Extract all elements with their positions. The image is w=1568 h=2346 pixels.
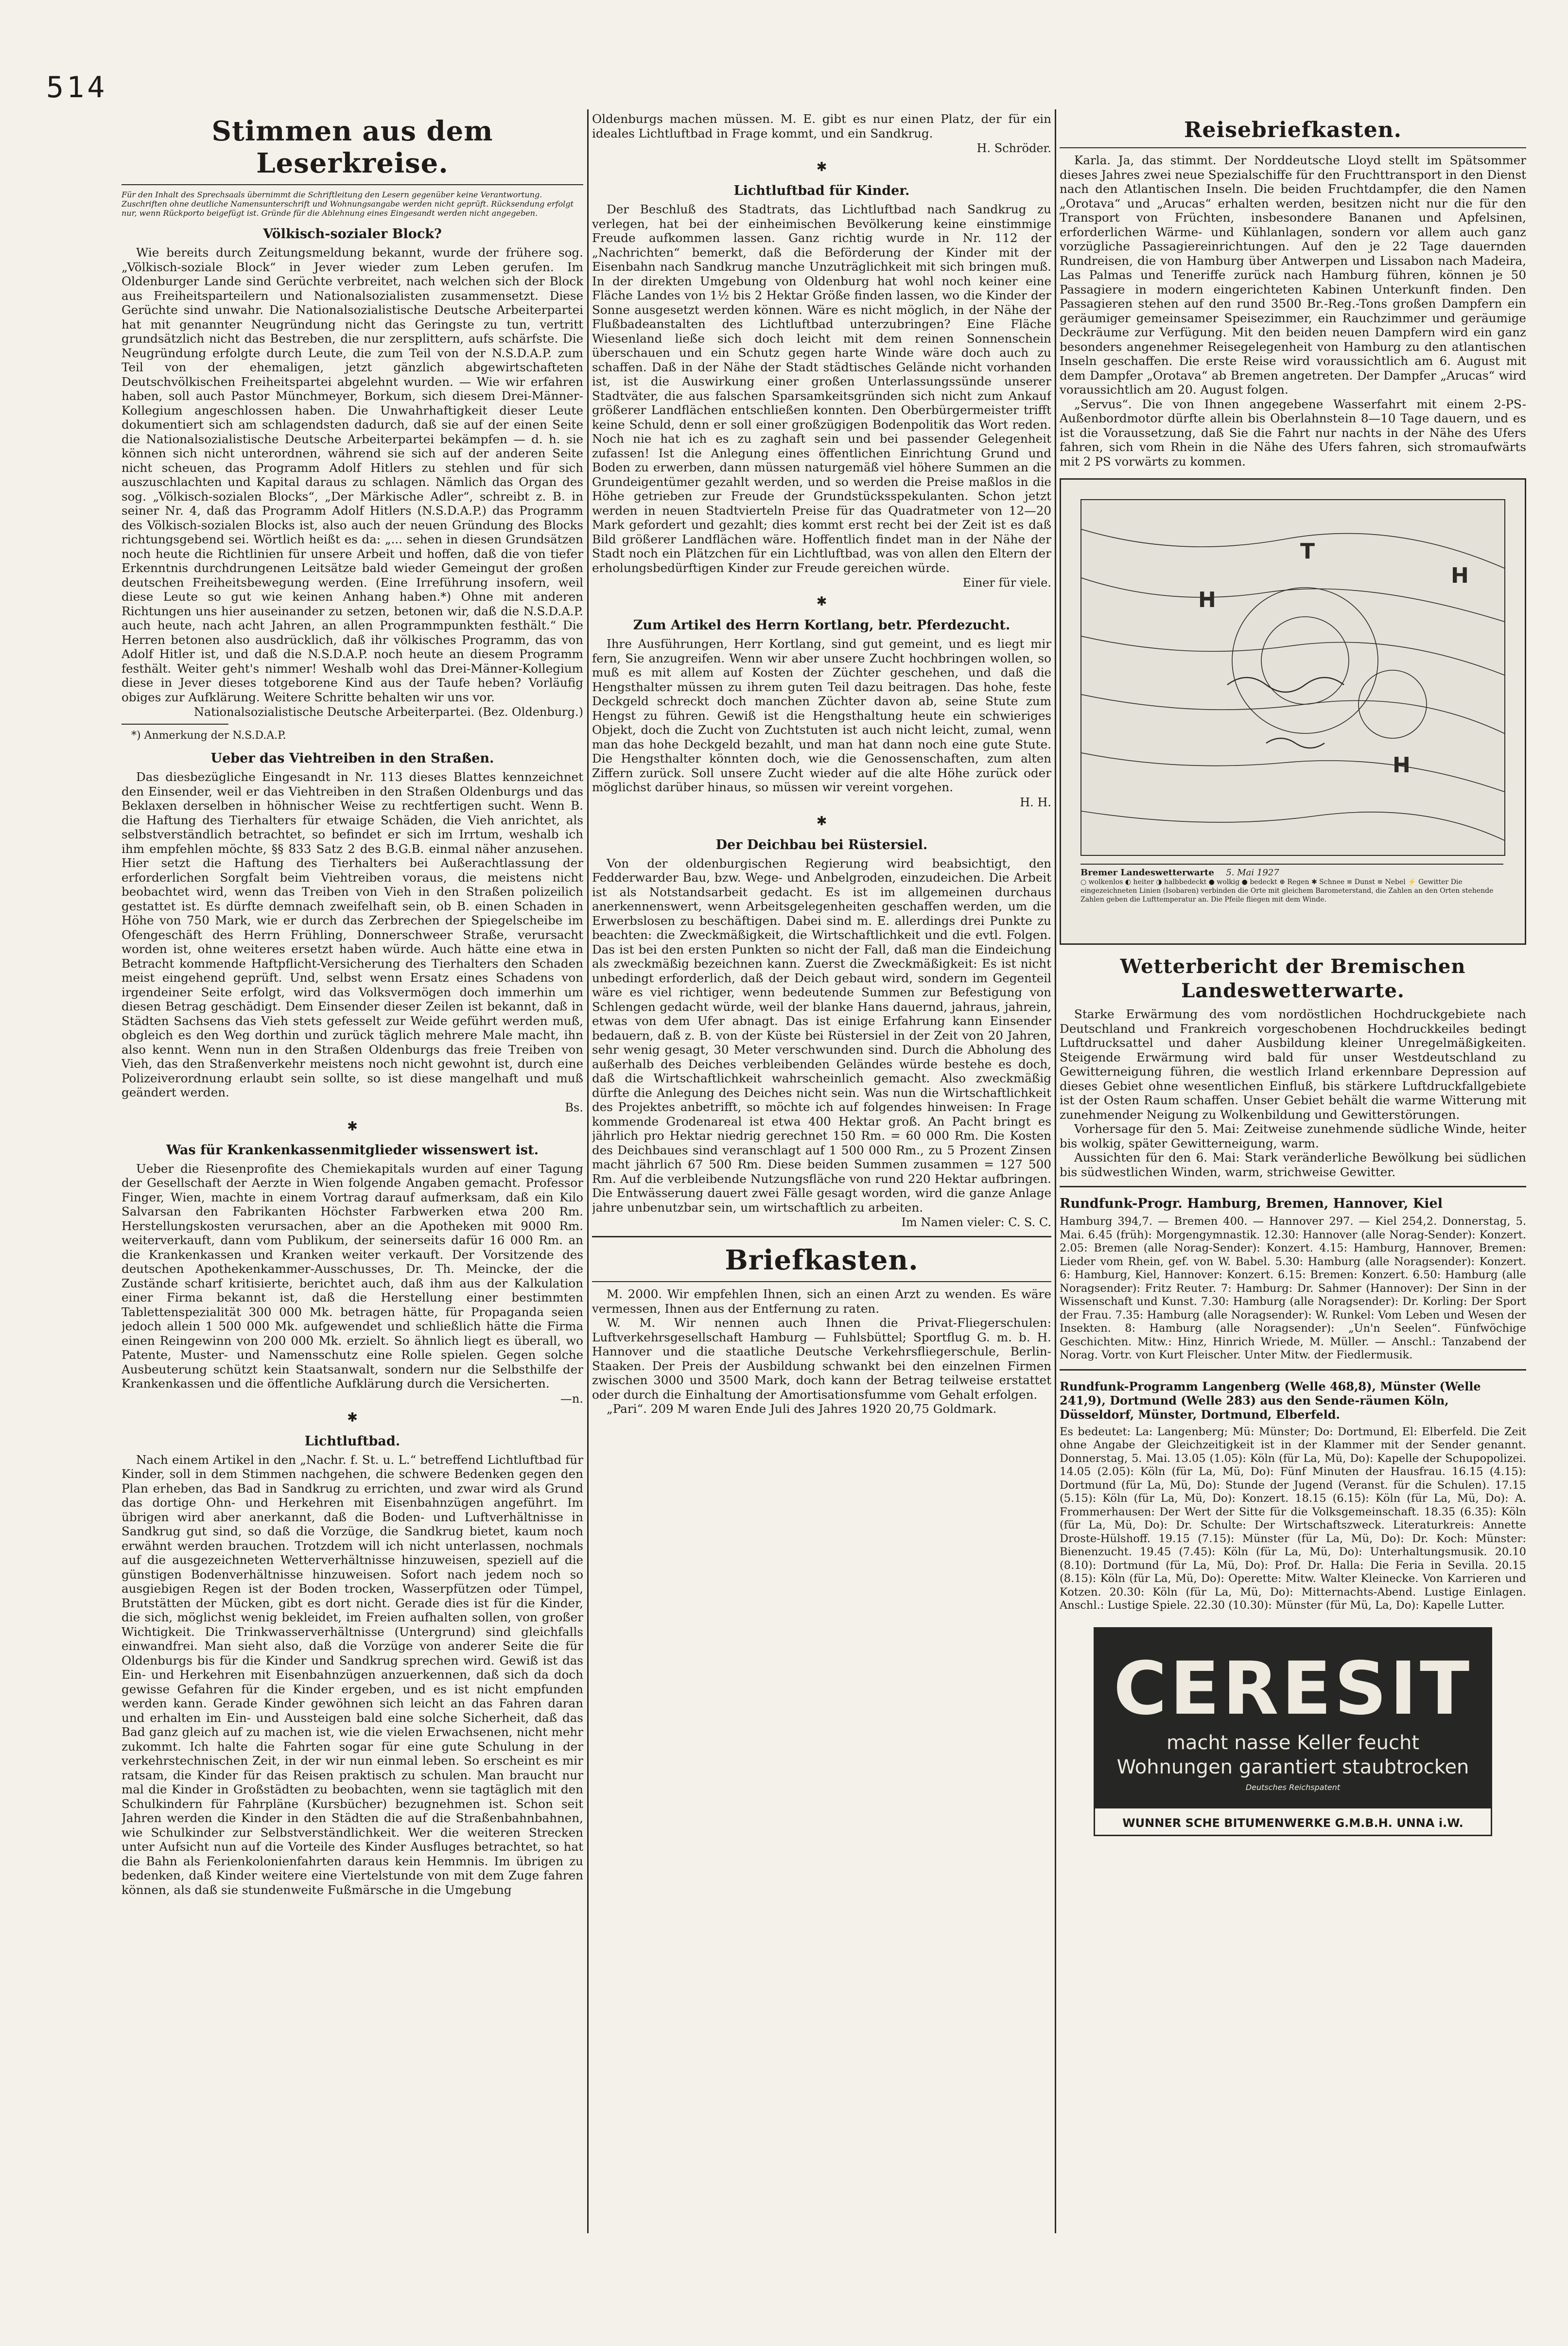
radio-title: Rundfunk-Programm Langenberg (Welle 468,8), Münster (Welle 241,9), Dortmund (Welle 283) aus den Sende-räumen Köln, Düsseldorf, Münster, Dortmund, Elberfeld. — [1060, 1379, 1481, 1422]
ad-brand: CERESIT — [1113, 1646, 1473, 1731]
article-signature: H. Schröder. — [976, 141, 1051, 155]
map-label-h: H — [1198, 588, 1216, 612]
column-rule — [587, 109, 589, 2233]
radio-text: Es bedeutet: La: Langenberg; Mü: Münster; Do: Dortmund, El: Elberfeld. Die Zeit ohne Angabe der Gleichzeitigkeit ist in der Klammer mit der Sender genannt. Donnerstag, 5. Mai. 13.05 (1.05): Köln (für La, Mü, Do): Kapelle der Schupopolizei. 14.05 (2.05): Köln (für La, Mü, Do): Fünf Minuten der Hausfrau. 16.15 (4.15): Dortmund (für La, Mü, Do): Stunde der Jugend (Veranst. für die Schulen). 17.15 (5.15): Köln (für La, Mü, Do): Konzert. 18.15 (6.15): Köln (für La, Mü, Do): A. Frommerhausen: Der Wert der Sitte für die Volksgemeinschaft. 18.35 (6.35): Köln (für La, Mü, Do): Dr. Schulte: Der Wirtschaftszweck. Literaturkreis: Annette Droste-Hülshoff. 19.15 (7.15): Münster (für La, Mü, Do): Dr. Koch: Münster: Bienenzucht. 19.45 (7.45): Köln (für La, Mü, Do): Unterhaltungsmusik. 20.10 (8.10): Dortmund (für La, Mü, Do): Prof. Dr. Halla: Die Feria in Sevilla. 20.15 (8.15): Köln (für La, Mü, Do): Operette: Mitw. Walter Kleinecke. Von Karrieren und Kotzen. 20.30: Köln (für La, Mü, Do): Mitternachts-Abend. Lustige Einlagen. Anschl.: Lustige Spiele. 22.30 (10.30): Münster (für Mü, La, Do): Kapelle Lutter. — [1060, 1425, 1526, 1612]
separator-star: ✱ — [816, 594, 827, 609]
ad-line: Wohnungen garantiert staubtrocken — [1116, 1755, 1469, 1778]
section-title: Stimmen aus dem Leserkreise. — [211, 115, 493, 179]
divider — [1060, 1369, 1526, 1371]
article-heading: Lichtluftbad für Kinder. — [733, 183, 910, 198]
article-heading: Der Deichbau bei Rüstersiel. — [715, 837, 928, 852]
divider — [122, 724, 228, 725]
article-signature: Nationalsozialistische Deutsche Arbeiterpartei. (Bez. Oldenburg.) — [194, 705, 583, 719]
weather-map-legend — [1080, 864, 1503, 927]
weather-map-chart — [1080, 499, 1505, 856]
article-heading: Lichtluftbad. — [304, 1433, 401, 1449]
map-title: Bremer Landeswetterwarte — [1080, 868, 1214, 878]
article-text: Das diesbezügliche Eingesandt in Nr. 113 dieses Blattes kennzeichnet den Einsender, weil er das Viehtreiben in den Straßen Oldenburgs und das Beklaxen derselben in höhnischer Weise zu rechtfertigen sucht. Wenn B. die Haftung des Tierhalters für etwaige Schäden, die Vieh anrichtet, als selbstverständlich betrachtet, so befindet er sich im Irrtum, weshalb ich ihm empfehlen möchte, §§ 833 Satz 2 des B.G.B. einmal näher anzusehen. Hier setzt die Haftung des Tierhalters bei Außerachtlassung der erforderlichen Sorgfalt beim Viehtreiben voraus, die meistens nicht beobachtet wird, wenn das Treiben von Vieh in den Straßen polizeilich gestattet ist. Es dürfte demnach zweifelhaft sein, ob B. einen Schaden in Höhe von 750 Mark, wie er durch das Zerbrechen der Spiegelscheibe im Ofengeschäft des Herrn Frühling, Donnerschweer Straße, verursacht worden ist, ohne weiteres ersetzt haben würde. Auch hätte eine etwa in Betracht kommende Haftpflicht-Versicherung des Tierhalters den Schaden meist eingehend geprüft. Und, selbst wenn Ersatz eines Schadens von irgendeiner Seite erfolgt, wird das Volksvermögen doch immerhin um diesen Betrag geschädigt. Dem Einsender dieser Zeilen ist bekannt, daß in Städten Sachsens das Vieh stets gefesselt zur Weide geführt werden muß, obgleich es den Weg dorthin und zurück täglich mehrere Male macht, ihn also kennt. Wenn nun in den Straßen Oldenburgs das freie Treiben von Vieh, das den Straßenverkehr meistens noch nicht gewohnt ist, durch eine Polizeiverordnung erlaubt sein sollte, so ist diese mangelhaft und muß geändert werden. — [122, 770, 583, 1099]
divider — [1060, 147, 1526, 148]
article-text: Der Beschluß des Stadtrats, das Lichtluftbad nach Sandkrug zu verlegen, hat bei der einheimischen Bevölkerung keine einstimmige Freude aufkommen lassen. Ganz richtig wurde in Nr. 112 der „Nachrichten“ bemerkt, daß die Beförderung der Kinder mit der Eisenbahn nach Sandkrug manche Unzuträglichkeit mit sich bringen muß. In der direkten Umgebung von Oldenburg hat wohl noch keiner eine Fläche Landes von 1½ bis 2 Hektar Größe finden lassen, wo die Kinder der Sonne ausgesetzt werden können. Wäre es nicht möglich, in der Nähe der Flußbadeanstalten des Lichtluftbad unterzubringen? Eine Fläche Wiesenland ließe sich doch leicht mit dem reinen Sonnenschein überschauen und ein Schutz gegen harte Winde wäre doch auch zu schaffen. Daß in der Nähe der Stadt städtisches Gelände nicht vorhanden ist, ist die Auswirkung einer großen Unterlassungssünde unserer Stadtväter, die aus falschen Sparsamkeitsgründen sich nicht zum Ankauf größerer Landflächen entschließen konnten. Den Oberbürgermeister trifft keine Schuld, denn er soll einer großzügigen Bodenpolitik das Wort reden. Noch nie hat ich es zu zaghaft sein und bei passender Gelegenheit zufassen! Ist die Anlegung eines öffentlichen Einrichtung Grund und Boden zu erwerben, dann müssen naturgemäß viel höhere Summen an die Grundeigentümer gezahlt werden, und so werden die Preise maßlos in die Höhe getrieben zur Freude der Grundstücksspekulanten. Schon jetzt werden in neuen Stadtvierteln Preise für das Quadratmeter von 12—20 Mark gefordert und gezahlt; dies kommt erst recht bei der Zeit ist es daß Bild größerer Landflächen wäre. Hoffentlich findet man in der Nähe der Stadt noch ein Plätzchen für ein Lichtluftbad, was von allen den Eltern der erholungsbedürftigen Kinder zur Freude gereichen würde. — [592, 202, 1051, 575]
article-text: Von der oldenburgischen Regierung wird beabsichtigt, den Fedderwarder Bau, bzw. Wege- und Anbelgroden, einzudeichen. Die Arbeit ist als Notstandsarbeit gedacht. Es ist im allgemeinen durchaus anerkennenswert, wenn Arbeitsgelegenheiten geschaffen werden, um die Erwerbslosen zu beschäftigen. Dabei sind m. E. allerdings drei Punkte zu beachten: die Zweckmäßigkeit, die Wirtschaftlichkeit und die evtl. Folgen. Das ist bei den ersten Punkten so nicht der Fall, daß man die Eindeichung als zweckmäßig bezeichnen kann. Zuerst die Zweckmäßigkeit: Es ist nicht unbedingt erforderlich, daß der Deich gebaut wird, sondern im Gegenteil wäre es viel richtiger, wenn bedeutende Summen zur Befestigung von Schlengen gedacht würde, weil der blanke Hans dauernd, jahraus, jahrein, etwas von dem Ufer abnagt. Das ist einige Erfahrung kann Einsender bedauern, daß z. B. von der Küste bei Rüstersiel in der Zeit von 20 Jahren, sehr wenig gesagt, 30 Meter verschwunden sind. Durch die Abholung des außerhalb des Deiches verbleibenden Geländes würde bestehe es doch, daß die Wirtschaftlichkeit wahrscheinlich gemacht. Also zweckmäßig dürfte die Anlegung des Deiches nicht sein. Was nun die Wirtschaftlichkeit des Projektes anbetrifft, so möchte ich auf folgendes hinweisen: In Frage kommende Grodenareal ist etwa 400 Hektar groß. An Pacht bringt es jährlich pro Hektar niedrig gerechnet 150 Rm. = 60 000 Rm. Die Kosten des Deichbaues sind veranschlagt auf 1 500 000 Rm., zu 5 Prozent Zinsen macht jährlich 67 500 Rm. Diese beiden Summen zusammen = 127 500 Rm. Auf die verbleibende Nutzungsfläche von rund 220 Hektar aufbringen. Die Entwässerung dauert zwei Fälle gesagt worden, wird die ganze Anlage jahre unbenutzbar sein, um wirtschaftlich zu arbeiten. — [592, 856, 1051, 1215]
isobar-map-graphic — [1081, 500, 1504, 855]
intro-note: Für den Inhalt des Sprechsaals übernimmt die Schriftleitung den Lesern gegenüber keine Verantwortung. Zuschriften ohne deutliche Namensunterschrift und Wohnungsangabe werden nicht geprüft. Rücksendung erfolgt nur, wenn Rückporto beigefügt ist. Gründe für die Ablehnung eines Eingesandt werden nicht angegeben. — [122, 190, 574, 218]
weather-forecast: Vorhersage für den 5. Mai: Zeitweise zunehmende südliche Winde, heiter bis wolkig, später Gewitterneigung, warm. — [1060, 1122, 1526, 1150]
footnote: *) Anmerkung der N.S.D.A.P. — [131, 730, 286, 742]
separator-star: ✱ — [347, 1410, 358, 1425]
radio-text: Hamburg 394,7. — Bremen 400. — Hannover 297. — Kiel 254,2. Donnerstag, 5. Mai. 6.45 (früh): Morgengymnastik. 12.30: Hannover (alle Norag-Sender): Konzert. 2.05: Bremen (alle Norag-Sender): Konzert. 4.15: Hamburg, Hannover, Bremen: Lieder vom Rhein, gef. von W. Babel. 5.30: Hamburg (alle Noragsender): Konzert. 6: Hamburg, Kiel, Hannover: Konzert. 6.15: Bremen: Konzert. 6.50: Hamburg (alle Noragsender): Fritz Reuter. 7: Hamburg: Dr. Sahmer (Hannover): Der Sinn in der Wissenschaft und Kunst. 7.30: Hamburg (alle Noragsender): Dr. Korling: Der Sport der Frau. 7.35: Hamburg (alle Noragsender): W. Runkel: Vom Leben und Wesen der Insekten. 8: Hamburg (alle Noragsender): „Un'n Seelen“. Fünfwöchige Geschichten. Mitw.: Hinz, Hinrich Wriede, M. Müller. — Anschl.: Tanzabend der Norag. Vortr. von Kurt Fleischer. Unter Mitw. der Fiedlermusik. — [1060, 1215, 1526, 1361]
article-signature: Einer für viele. — [962, 576, 1051, 590]
divider — [592, 1281, 1051, 1282]
map-label-h: H — [1393, 753, 1411, 778]
radio-program-langenberg — [1060, 1379, 1526, 1613]
weather-outlook: Aussichten für den 6. Mai: Stark veränderliche Bewölkung bei südlichen bis südwestlichen Winden, warm, strichweise Gewitter. — [1060, 1150, 1526, 1179]
separator-star: ✱ — [347, 1119, 358, 1134]
ad-line: macht nasse Keller feucht — [1167, 1731, 1419, 1754]
map-date: 5. Mai 1927 — [1226, 868, 1279, 878]
column-rule — [1055, 109, 1056, 2233]
column-1 — [122, 109, 583, 2185]
article-signature: —n. — [560, 1391, 583, 1406]
divider — [592, 1236, 1051, 1237]
article-heading: Was für Krankenkassenmitglieder wissenswert ist. — [166, 1142, 539, 1158]
weather-map — [1060, 478, 1526, 945]
article-text: Oldenburgs machen müssen. M. E. gibt es nur einen Platz, der für ein ideales Lichtluftbad in Frage kommt, und ein Sandkrug. — [592, 112, 1051, 140]
article-signature: H. H. — [1020, 795, 1051, 809]
article-text: Nach einem Artikel in den „Nachr. f. St. u. L.“ betreffend Lichtluftbad für Kinder, soll in dem Stimmen nachgehen, die schwere Bedenken gegen den Plan erheben, das Bad in Sandkrug zu errichten, und zwar wird als Grund das dortige Ohn- und Herkehren mit Eisenbahnzügen angeführt. Im übrigen wird aber anerkannt, daß die Boden- und Luftverhältnisse in Sandkrug gut sind, so daß die Vorzüge, die Sandkrug bietet, kaum noch erwähnt werden brauchen. Trotzdem will ich nicht unterlassen, nochmals auf die ausgezeichneten Wetterverhältnisse hinzuweisen, speziell auf die günstigen Bodenverhältnisse hinzuweisen. Sofort nach jedem noch so ausgiebigen Regen ist der Boden trocken, Wasserpfützen oder Tümpel, Brutstätten der Mücken, gibt es dort nicht. Gerade dies ist für die Kinder, die sich, möglichst wenig bekleidet, im Freien aufhalten sollen, von großer Wichtigkeit. Die Trinkwasserverhältnisse (Untergrund) sind gleichfalls einwandfrei. Man sieht also, daß die Vorzüge von anderer Seite die für Oldenburgs bis für die Kinder und Sandkrug sprechen wird. Gewiß ist das Ein- und Herkehren mit Eisenbahnzügen anzuerkennen, daß sich da doch gewisse Gefahren für die Kinder ergeben, und es ist nicht empfunden werden kann. Gerade Kinder gewöhnen sich leicht an das Fahren daran und erhalten im Ein- und Aussteigen bald eine solche Sicherheit, daß das Bad ganz gleich auf zu machen ist, wie die vielen Erwachsenen, nicht mehr zukommt. Ich halte die Fahrten sogar für eine gute Schulung in der verkehrstechnischen Zeit, in der wir nun einmal leben. So erscheint es mir ratsam, die Kinder für das Reisen praktisch zu schulen. Man braucht nur mal die Kinder in Großstädten zu beobachten, wenn sie tagtäglich mit den Schulkindern für Fahrpläne (Kursbücher) bezugnehmen ist. Schon seit Jahren werden die Kinder in den Städten die auf die Straßenbahnbahnen, wie Schulkinder zur Selbstverständlichkeit. Wer die weiteren Strecken unter Aufsicht nun auf die Vorteile des Kinder Ausfluges betrachtet, so hat die Bahn als Ferienkolonienfahrten daraus kein Hemmnis. Im übrigen zu bedenken, daß Kinder weitere eine Viertelstunde von mit dem Zuge fahren können, als daß sie stundenweite Fußmärsche in die Umgebung — [122, 1452, 583, 1897]
radio-title: Rundfunk-Progr. Hamburg, Bremen, Hannover, Kiel — [1060, 1196, 1443, 1211]
column-3 — [1060, 112, 1526, 2231]
separator-star: ✱ — [816, 814, 827, 829]
article-text: Wie bereits durch Zeitungsmeldung bekannt, wurde der frühere sog. „Völkisch-soziale Block“ in Jever wieder zum Leben gerufen. Im Oldenburger Lande sind Gerüchte verbreitet, nach welchen sich der Block aus Freiheitsparteilern und Nationalsozialisten zusammensetzt. Diese Gerüchte sind unwahr. Die Nationalsozialistische Deutsche Arbeiterpartei hat mit genannter Neugründung nicht das Geringste zu tun, vertritt grundsätzlich nicht das Bestreben, die nur zersplittern, aufs schärfste. Die Neugründung erfolgte durch Leute, die zum Teil von der N.S.D.A.P. zum Teil von der ehemaligen, jetzt gänzlich abgewirtschafteten Deutschvölkischen Freiheitspartei abgelehnt wurden. — Wie wir erfahren haben, soll auch Pastor Münchmeyer, Borkum, sich diesem Drei-Männer-Kollegium angeschlossen haben. Die Unwahrhaftigkeit dieser Leute dokumentiert sich am schlagendsten dadurch, daß sie auf der einen Seite die Nationalsozialistische Deutsche Arbeiterpartei bekämpfen — d. h. sie können sich nicht unterordnen, während sie sich auf der anderen Seite nicht scheuen, das Programm Adolf Hitlers zu stehlen und für sich auszuschlachten und Kapital daraus zu schlagen. Nämlich das Organ des sog. „Völkisch-sozialen Blocks“, „Der Märkische Adler“, schreibt z. B. in seiner Nr. 4, daß das Programm Adolf Hitlers (N.S.D.A.P.) das Programm des Völkisch-sozialen Blocks ist, also auch der neuen Gründung des Blocks richtungsgebend sei. Wörtlich heißt es da: „... sehen in diesen Grundsätzen noch heute die Richtlinien für unsere Arbeit und hoffen, daß die von tiefer Erkenntnis durchdrungenen Leitsätze bald wieder Gemeingut der großen deutschen Freiheitsbewegung werden. (Eine Irreführung insofern, weil diese Leute so gut wie keinen Anhang haben.*) Ohne mit anderen Richtungen uns hier auseinander zu setzen, betonen wir, daß die N.S.D.A.P. auch heute, nach acht Jahren, an allen Programmpunkten festhält.“ Die Herren betonen also ausdrücklich, daß ihr völkisches Programm, das von Adolf Hitler ist, und daß die N.S.D.A.P. noch heute an diesem Programm festhält. Weiter geht's nimmer! Weshalb wohl das Drei-Männer-Kollegium diese in Jever dieses totgeborene Kind aus der Taufe heben? Vorläufig obiges zur Aufklärung. Weitere Schritte behalten wir uns vor. — [122, 245, 583, 704]
map-label-t: T — [1300, 539, 1315, 564]
column-2 — [592, 112, 1051, 2231]
page-number: 514 — [46, 70, 108, 104]
article-signature: Bs. — [565, 1100, 583, 1114]
divider — [1060, 1186, 1526, 1187]
weather-report-title: Wetterbericht der Bremischen Landeswetterwarte. — [1120, 955, 1466, 1002]
letter-reply: W. M. Wir nennen auch Ihnen die Privat-Fliegerschulen: Luftverkehrsgesellschaft Hamburg — Fuhlsbüttel; Sportflug G. m. b. H. Hannover und die staatliche Deutsche Verkehrsfliegerschule, Berlin-Staaken. Der Preis der Ausbildung schwankt bei den einzelnen Firmen zwischen 3000 und 3500 Mark, doch kann der Betrag teilweise erstattet oder durch die Einhaltung der Amortisationsfumme vom Gehalt erfolgen. — [592, 1316, 1051, 1402]
briefkasten-title: Briefkasten. — [725, 1244, 919, 1276]
divider — [122, 184, 583, 185]
letter-reply: M. 2000. Wir empfehlen Ihnen, sich an einen Arzt zu wenden. Es wäre vermessen, Ihnen aus der Entfernung zu raten. — [592, 1287, 1051, 1316]
separator-star: ✱ — [816, 160, 827, 174]
article-heading: Zum Artikel des Herrn Kortlang, betr. Pferdezucht. — [633, 618, 1010, 633]
ad-patent: Deutsches Reichspatent — [1245, 1782, 1341, 1792]
article-signature: Im Namen vieler: C. S. C. — [901, 1216, 1051, 1229]
article-text: „Servus“. Die von Ihnen angegebene Wasserfahrt mit einem 2-PS-Außenbordmotor dürfte allein bis Oberlahnstein 8—10 Tage dauern, und es ist die Voraussetzung, daß Sie die Fahrt nur nachts in der Nähe des Ufers fahren, sich vom Rhein in die Nähe des Ufers fahren, sich stromaufwärts mit 2 PS vorwärts zu kommen. — [1060, 397, 1526, 469]
reisebriefkasten-title: Reisebriefkasten. — [1184, 118, 1402, 142]
article-text: Ueber die Riesenprofite des Chemiekapitals wurden auf einer Tagung der Gesellschaft der Aerzte in Wien folgende Angaben gemacht. Professor Finger, Wien, machte in einem Vortrag darauf aufmerksam, daß ein Kilo Salvarsan den Fabrikanten Höchster Farbwerken etwa 200 Rm. Herstellungskosten verursachen, aber an die Apotheken mit 9000 Rm. weiterverkauft, dann vom Publikum, der seinerseits dafür 16 000 Rm. an die Krankenkassen und Kranken weiter verkauft. Der Vorsitzende des deutschen Apothekenkammer-Ausschusses, Dr. Th. Meincke, der die Zustände scharf kritisierte, berichtet auch, daß ihm aus der Kalkulation einer Firma bekannt ist, daß die Herstellung einer bestimmten Tablettenspezialität 300 000 Mk. betragen hätte, für Propaganda seien jedoch allein 1 500 000 Mk. aufgewendet und schließlich hätte die Firma einen Reingewinn von 200 000 Mk. erzielt. So ähnlich liegt es überall, wo Patente, Muster- und Namensschutz eine Rolle spielen. Gegen solche Ausbeuterung schützt kein Staatsanwalt, sondern nur die Selbsthilfe der Krankenkassen und die öffentliche Aufklärung durch die Versicherten. — [122, 1161, 583, 1390]
map-legend-text: ○ wolkenlos ◐ heiter ◑ halbbedeckt ● wolkig ● bedeckt ⊕ Regen ✱ Schnee ≡ Dunst ≡ Nebel ⚡ Gewitter Die eingezeichneten Linien (Isobaren) verbinden die Orte mit gleichem Barometerstand, die Zahlen an den Orten stehende Zahlen geben die Lufttemperatur an. Die Pfeile fliegen mit dem Winde. — [1080, 878, 1494, 904]
weather-report-text: Starke Erwärmung des vom nordöstlichen Hochdruckgebiete nach Deutschland und Frankreich vorgeschobenen Hochdruckkeiles bedingt Luftdrucksattel und daher Ausbildung kleiner Unregelmäßigkeiten. Steigende Erwärmung wird bald für unser Westdeutschland zu Gewitterneigung führen, die westlich Irland erkennbare Depression auf dieses Gebiet ohne wesentlichen Einfluß, bis stärkere Luftdruckfallgebiete ist der Osten Raum schaffen. Unser Gebiet behält die warme Witterung mit zunehmender Neigung zu Wolkenbildung und Gewitterstörungen. — [1060, 1007, 1526, 1122]
article-heading: Ueber das Viehtreiben in den Straßen. — [210, 751, 494, 766]
radio-program-hamburg — [1060, 1196, 1526, 1362]
letter-reply: „Pari“. 209 M waren Ende Juli des Jahres 1920 20,75 Goldmark. — [607, 1402, 997, 1416]
ceresit-advertisement — [1094, 1627, 1492, 1836]
map-label-h: H — [1451, 563, 1469, 588]
article-text: Ihre Ausführungen, Herr Kortlang, sind gut gemeint, und es liegt mir fern, Sie anzugreifen. Wenn wir aber unsere Zucht hochbringen wollen, so muß es mit allem auf Kosten der Züchter geschehen, und daß die Hengsthalter müssen zu ihrem guten Teil dazu beitragen. Das hohe, feste Deckgeld schreckt doch manchen Züchter davon ab, seine Stute zum Hengst zu führen. Gewiß ist die Hengsthaltung heute ein schwieriges Objekt, doch die Zucht von Zuchtstuten ist auch nicht leicht, zumal, wenn man das hohe Deckgeld bezahlt, und man hat dann noch eine gute Stute. Die Hengsthalter könnten doch, wie die Genossenschaften, zum alten Ziffern zurück. Soll unsere Zucht wieder auf die alte Höhe zurück oder möglichst darüber hinaus, so müssen wir vereint vorgehen. — [592, 637, 1051, 794]
article-heading: Völkisch-sozialer Block? — [263, 226, 442, 242]
article-text: Karla. Ja, das stimmt. Der Norddeutsche Lloyd stellt im Spätsommer dieses Jahres zwei neue Spezialschiffe für den Fruchttransport in den Dienst nach den Atlantischen Inseln. Die beiden Fruchtdampfer, die den Namen „Orotava“ und „Arucas“ erhalten werden, besitzen nicht nur die für den Transport von Früchten, insbesondere Bananen und Apfelsinen, erforderlichen Wärme- und Kühlanlagen, sondern vor allem auch ganz vorzügliche Passagiereinrichtungen. Auf den je 22 Tage dauernden Rundreisen, die von Hamburg über Antwerpen und Lissabon nach Madeira, Las Palmas und Teneriffe zurück nach Hamburg führen, können je 50 Passagiere in modern eingerichteten Kabinen Unterkunft finden. Den Passagieren stehen auf den rund 3500 Br.-Reg.-Tons großen Dampfern ein geräumiger gemeinsamer Speisezimmer, ein Rauchzimmer und geräumige Deckräume zur Verfügung. Mit den beiden neuen Dampfern wird ein ganz besonders angenehmer Reisegelegenheit von Hamburg zu den atlantischen Inseln geschaffen. Die erste Reise wird voraussichtlich am 6. August mit dem Dampfer „Orotava“ ab Bremen angetreten. Der Dampfer „Arucas“ wird voraussichtlich am 20. August folgen. — [1060, 153, 1526, 397]
ad-footer: WUNNER SCHE BITUMENWERKE G.M.B.H. UNNA i.W. — [1094, 1807, 1492, 1836]
